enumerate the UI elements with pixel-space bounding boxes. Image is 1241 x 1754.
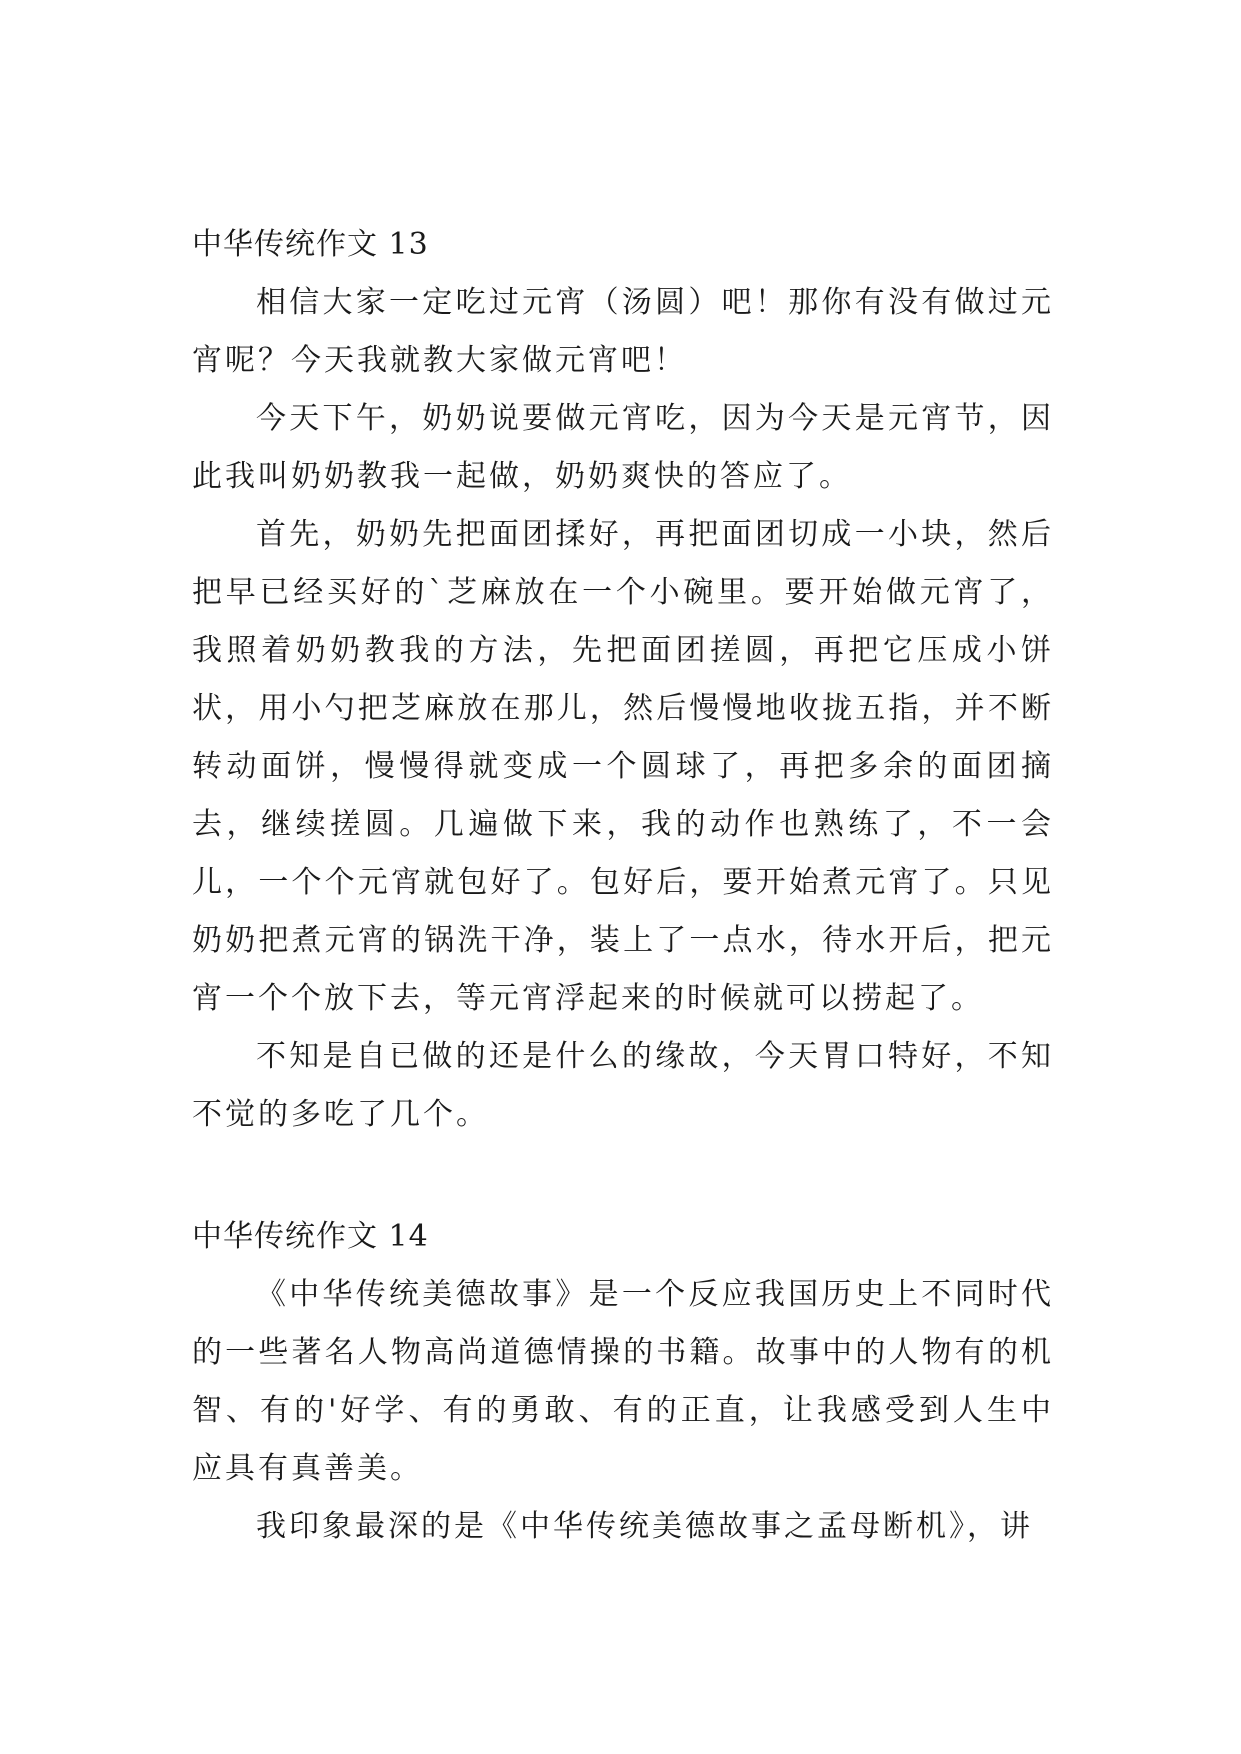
section-spacer	[192, 1144, 1054, 1208]
paragraph: 《中华传统美德故事》是一个反应我国历史上不同时代的一些著名人物高尚道德情操的书籍。故事中的人物有的机智、有的'好学、有的勇敢、有的正直，让我感受到人生中应具有真善美。	[192, 1277, 1054, 1486]
document-body	[192, 216, 1054, 1556]
paragraph: 首先，奶奶先把面团揉好，再把面团切成一小块，然后把早已经买好的`芝麻放在一个小碗里。要开始做元宵了，我照着奶奶教我的方法，先把面团搓圆，再把它压成小饼状，用小勺把芝麻放在那儿，然后慢慢地收拢五指，并不断转动面饼，慢慢得就变成一个圆球了，再把多余的面团摘去，继续搓圆。几遍做下来，我的动作也熟练了，不一会儿，一个个元宵就包好了。包好后，要开始煮元宵了。只见奶奶把煮元宵的锅洗干净，装上了一点水，待水开后，把元宵一个个放下去，等元宵浮起来的时候就可以捞起了。	[192, 517, 1054, 1016]
section-heading-14: 中华传统作文 14	[192, 1219, 429, 1254]
section-heading-13: 中华传统作文 13	[192, 227, 429, 262]
paragraph: 不知是自已做的还是什么的缘故，今天胃口特好，不知不觉的多吃了几个。	[192, 1039, 1054, 1132]
paragraph: 相信大家一定吃过元宵（汤圆）吧！那你有没有做过元宵呢？今天我就教大家做元宵吧！	[192, 285, 1054, 378]
paragraph: 今天下午，奶奶说要做元宵吃，因为今天是元宵节，因此我叫奶奶教我一起做，奶奶爽快的答应了。	[192, 401, 1054, 494]
paragraph: 我印象最深的是《中华传统美德故事之孟母断机》，讲	[256, 1509, 1033, 1544]
